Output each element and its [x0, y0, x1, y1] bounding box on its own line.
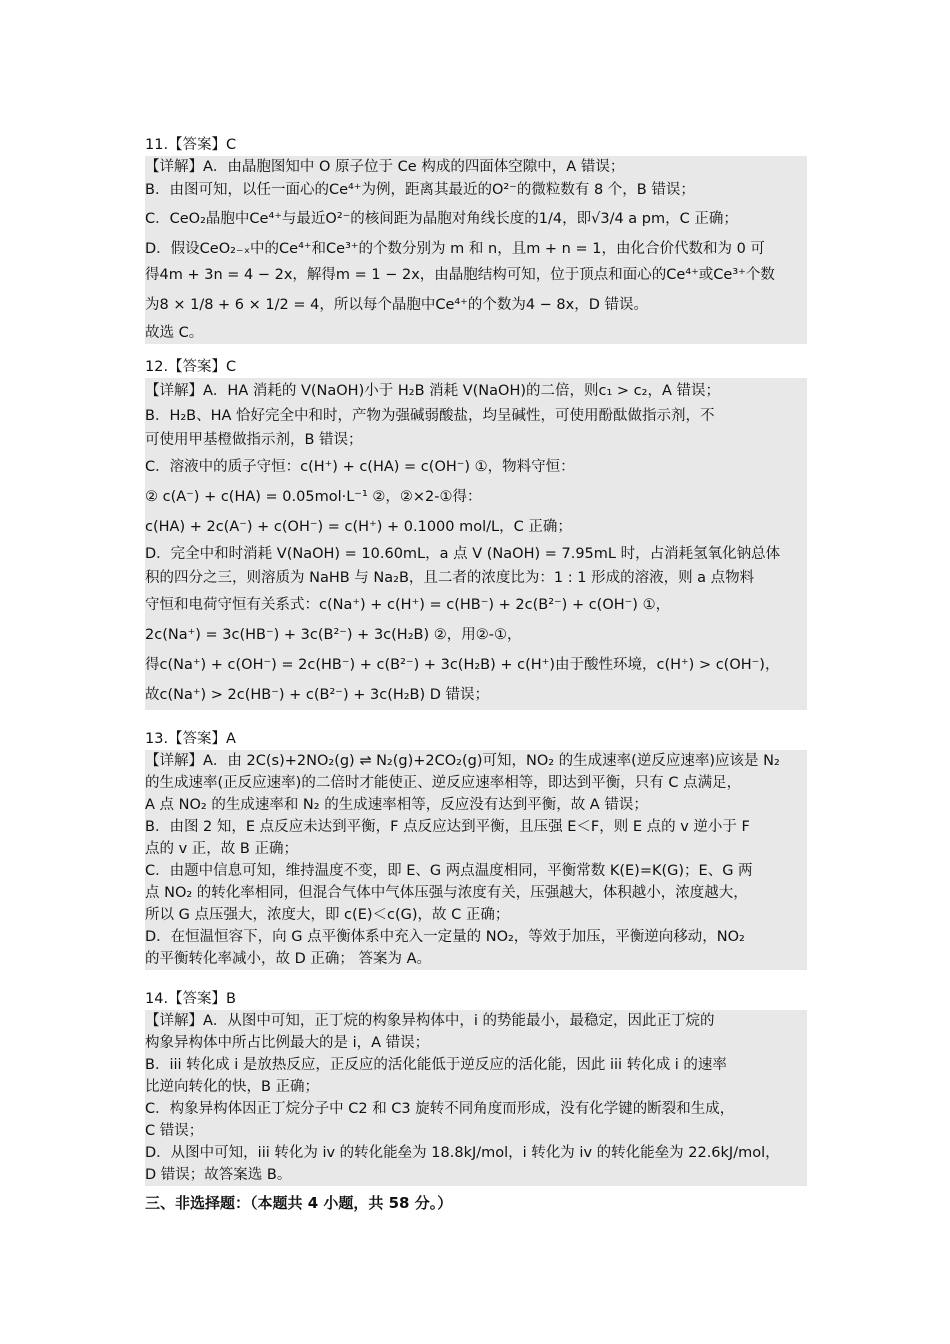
q12-answer-heading: 12.【答案】C: [145, 359, 237, 375]
q12-explanation-block: [145, 378, 807, 710]
q12-line-5: ② c(A⁻) + c(HA) = 0.05mol·L⁻¹ ②，②×2-①得：: [145, 489, 482, 505]
q12-line-7: D．完全中和时消耗 V(NaOH) = 10.60mL，a 点 V (NaOH) = 7.95mL 时，占消耗氢氧化钠总体: [145, 546, 781, 562]
q14-line-5: C．构象异构体因正丁烷分子中 C2 和 C3 旋转不同角度而形成，没有化学键的断裂和生成，: [145, 1101, 735, 1117]
q13-line-10: 的平衡转化率减小，故 D 正确； 答案为 A。: [145, 951, 432, 967]
q12-line-10: 2c(Na⁺) = 3c(HB⁻) + 3c(B²⁻) + 3c(H₂B) ②，用②-①，: [145, 627, 522, 643]
q14-line-7: D．从图中可知，iii 转化为 iv 的转化能垒为 18.8kJ/mol，i 转化为 iv 的转化能垒为 22.6kJ/mol，: [145, 1145, 780, 1161]
q12-line-4: C．溶液中的质子守恒：c(H⁺) + c(HA) = c(OH⁻) ①，物料守恒：: [145, 459, 575, 475]
q11-line-2: B．由图可知，以任一面心的Ce⁴⁺为例，距离其最近的O²⁻的微粒数有 8 个，B 错误；: [145, 182, 695, 198]
q12-line-2: B．H₂B、HA 恰好完全中和时，产物为强碱弱酸盐，均呈碱性，可使用酚酞做指示剂，不: [145, 408, 715, 424]
q14-line-8: D 错误；故答案选 B。: [145, 1167, 292, 1183]
q11-line-5: 得4m + 3n = 4 − 2x，解得m = 1 − 2x，由晶胞结构可知，位于顶点和面心的Ce⁴⁺或Ce³⁺个数: [145, 267, 775, 283]
q13-line-2: 的生成速率(正反应速率)的二倍时才能使正、逆反应速率相等，即达到平衡，只有 C 点满足，: [145, 775, 742, 791]
q12-line-1: 【详解】A．HA 消耗的 V(NaOH)小于 H₂B 消耗 V(NaOH)的二倍，则c₁ > c₂，A 错误；: [145, 383, 720, 399]
q11-answer-heading: 11.【答案】C: [145, 137, 237, 153]
q14-line-6: C 错误；: [145, 1123, 204, 1139]
q11-line-7: 故选 C。: [145, 325, 204, 341]
q13-line-4: B．由图 2 知，E 点反应未达到平衡，F 点反应达到平衡，且压强 E＜F，则 E 点的 v 逆小于 F: [145, 819, 750, 835]
q12-line-8: 积的四分之三，则溶质为 NaHB 与 Na₂B，且二者的浓度比为：1 : 1 形成的溶液，则 a 点物料: [145, 570, 755, 586]
q13-line-3: A 点 NO₂ 的生成速率和 N₂ 的生成速率相等，反应没有达到平衡，故 A 错误；: [145, 797, 648, 813]
q14-line-1: 【详解】A．从图中可知，正丁烷的构象异构体中，i 的势能最小，最稳定，因此正丁烷的: [145, 1013, 715, 1029]
q13-line-8: 所以 G 点压强大，浓度大，即 c(E)＜c(G)，故 C 正确；: [145, 907, 510, 923]
q13-line-1: 【详解】A．由 2C(s)+2NO₂(g) ⇌ N₂(g)+2CO₂(g)可知，NO₂ 的生成速率(逆反应速率)应该是 N₂: [145, 753, 780, 769]
section-title: 三、非选择题：（本题共 4 小题，共 58 分。）: [145, 1194, 453, 1212]
q13-answer-heading: 13.【答案】A: [145, 731, 236, 747]
q12-line-6: c(HA) + 2c(A⁻) + c(OH⁻) = c(H⁺) + 0.1000 mol/L，C 正确；: [145, 519, 572, 535]
q11-line-4: D．假设CeO₂₋ₓ中的Ce⁴⁺和Ce³⁺的个数分别为 m 和 n，且m + n = 1，由化合价代数和为 0 可: [145, 241, 765, 257]
q13-line-7: 点 NO₂ 的转化率相同，但混合气体中气体压强与浓度有关，压强越大，体积越小，浓度越大，: [145, 885, 748, 901]
q12-line-12: 故c(Na⁺) > 2c(HB⁻) + c(B²⁻) + 3c(H₂B) D 错误；: [145, 687, 490, 703]
q13-line-6: C．由题中信息可知，维持温度不变，即 E、G 两点温度相同，平衡常数 K(E)=K(G)；E、G 两: [145, 863, 753, 879]
q14-explanation-block: [145, 1010, 807, 1186]
q14-answer-heading: 14.【答案】B: [145, 991, 237, 1007]
q14-line-2: 构象异构体中所占比例最大的是 i，A 错误；: [145, 1035, 430, 1051]
q11-line-3: C．CeO₂晶胞中Ce⁴⁺与最近O²⁻的核间距为晶胞对角线长度的1/4，即√3/4 a pm，C 正确；: [145, 211, 738, 227]
q11-explanation-block: [145, 156, 807, 344]
q13-line-5: 点的 v 正，故 B 正确；: [145, 841, 298, 857]
q13-explanation-block: [145, 750, 807, 970]
q11-line-1: 【详解】A．由晶胞图知中 O 原子位于 Ce 构成的四面体空隙中，A 错误；: [145, 159, 625, 175]
q12-line-9: 守恒和电荷守恒有关系式：c(Na⁺) + c(H⁺) = c(HB⁻) + 2c(B²⁻) + c(OH⁻) ①，: [145, 597, 671, 613]
q12-line-3: 可使用甲基橙做指示剂，B 错误；: [145, 432, 363, 448]
q14-line-4: 比逆向转化的快，B 正确；: [145, 1079, 320, 1095]
q13-line-9: D．在恒温恒容下，向 G 点平衡体系中充入一定量的 NO₂，等效于加压，平衡逆向移动，NO₂: [145, 929, 745, 945]
q12-line-11: 得c(Na⁺) + c(OH⁻) = 2c(HB⁻) + c(B²⁻) + 3c(H₂B) + c(H⁺)由于酸性环境，c(H⁺) > c(OH⁻)，: [145, 657, 780, 673]
q14-line-3: B．iii 转化成 i 是放热反应，正反应的活化能低于逆反应的活化能，因此 iii 转化成 i 的速率: [145, 1057, 727, 1073]
q11-line-6: 为8 × 1/8 + 6 × 1/2 = 4，所以每个晶胞中Ce⁴⁺的个数为4 − 8x，D 错误。: [145, 297, 649, 313]
